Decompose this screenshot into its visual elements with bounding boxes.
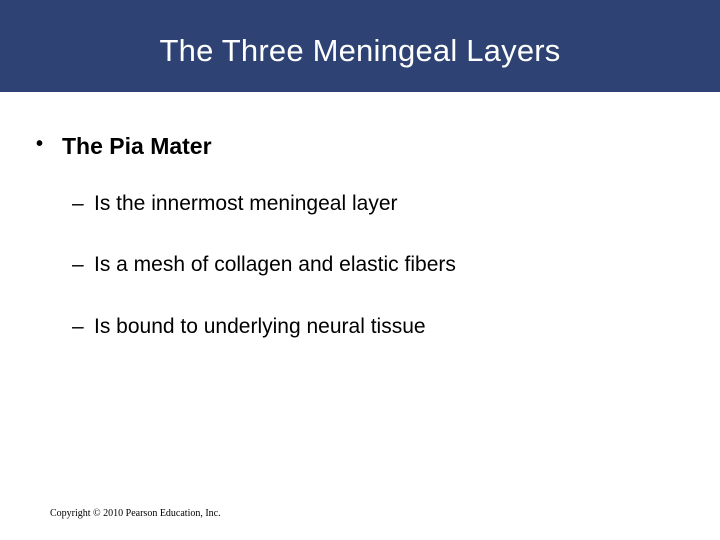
- dash-marker-icon: –: [72, 253, 84, 277]
- copyright-notice: Copyright © 2010 Pearson Education, Inc.: [50, 508, 221, 519]
- bullet-level2-label: Is bound to underlying neural tissue: [94, 314, 426, 338]
- bullet-level2-label: Is a mesh of collagen and elastic fibers: [94, 253, 456, 277]
- page-title: The Three Meningeal Layers: [159, 33, 561, 68]
- bullet-level1: [36, 132, 676, 161]
- sub-bullet-list: [72, 190, 682, 374]
- bullet-level1-label: The Pia Mater: [62, 133, 212, 159]
- dash-marker-icon: –: [72, 192, 84, 215]
- bullet-level2-label: Is the innermost meningeal layer: [94, 192, 398, 215]
- slide-body: [0, 92, 720, 540]
- bullet-level2: [72, 313, 682, 340]
- bullet-marker-icon: •: [36, 133, 44, 155]
- bullet-level2: [72, 190, 682, 217]
- dash-marker-icon: –: [72, 314, 84, 338]
- bullet-level2: [72, 251, 682, 278]
